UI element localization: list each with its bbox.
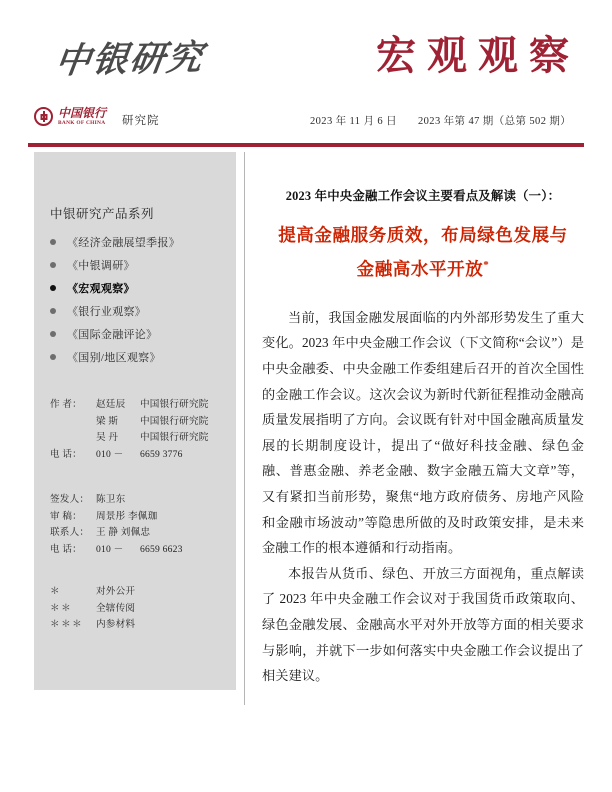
footnotes-block: [50, 584, 230, 634]
boc-wordmark: [58, 107, 106, 126]
reviewer-row: [50, 509, 230, 526]
phone-number: 6659 6623: [140, 543, 183, 555]
bullet-icon: [50, 308, 56, 314]
issue-date: 2023 年 11 月 6 日: [310, 116, 397, 127]
authors-label: 作 者：: [50, 399, 82, 410]
phone-number: 6659 3776: [140, 448, 183, 460]
sidebar-item-boc-survey[interactable]: [50, 253, 230, 276]
issuer-name: 陈卫东: [96, 494, 126, 505]
journal-title: 宏观观察: [376, 32, 580, 79]
contact-names: 王 静 刘佩忠: [96, 527, 151, 538]
boc-emblem-icon: [34, 107, 53, 126]
author-name: 吴 丹: [96, 432, 119, 443]
footnote-marker: ＊: [50, 586, 62, 597]
footnote-row: [50, 617, 230, 634]
sidebar-series-title: 中银研究产品系列: [50, 207, 155, 221]
author-row: [50, 414, 230, 431]
author-label-spacer: [50, 414, 96, 431]
header-red-rule: [28, 143, 584, 147]
sidebar-item-macro-observation[interactable]: [50, 276, 230, 299]
masthead: [28, 18, 584, 104]
headline-line-2: 金融高水平开放: [356, 258, 484, 279]
footnote-row: [50, 601, 230, 618]
author-org: 中国银行研究院: [140, 415, 209, 427]
contact-phone-row: [50, 542, 230, 559]
article-content: [262, 152, 584, 689]
institute-name: 研究院: [122, 115, 160, 127]
bullet-icon: [50, 262, 56, 268]
author-name: 梁 斯: [96, 415, 119, 427]
contact-label: 联系人：: [50, 527, 90, 538]
sidebar-item-international-finance-review[interactable]: [50, 322, 230, 345]
sidebar-item-label: 《国际金融评论》: [67, 328, 158, 341]
bank-of-china-logo: [34, 107, 106, 126]
author-row: [50, 397, 230, 414]
bullet-icon: [50, 239, 56, 245]
article-paragraph-1: 当前，我国金融发展面临的内外部形势发生了重大变化。2023 年中央金融工作会议（下文简称“会议”）是中央金融委、中央金融工作委组建后召开的首次全国性的金融工作会议。这次会议为新时代新征程推动金融高质量发展指明了方向。会议既有针对中国金融高质量发展的长期制度设计，提出了“做好科技金融、绿色金融、普惠金融、养老金融、数字金融五篇大文章”等，又有紧扣当前形势，聚焦“地方政府债务、房地产风险和金融市场波动”等隐患所做的及时政策安排，是未来金融工作的根本遵循和行动指南。: [262, 309, 584, 556]
issuer-label: 签发人：: [50, 494, 90, 505]
phone-label: 电 话：: [50, 543, 82, 555]
phone-prefix: 010 －: [96, 448, 124, 460]
sidebar-item-label: 《银行业观察》: [67, 305, 147, 318]
footnote-marker: ＊＊: [50, 602, 73, 614]
article-headline: [262, 220, 584, 284]
footnote-marker: ＊＊＊: [50, 619, 84, 630]
sidebar-series-list: [50, 230, 230, 368]
sidebar-panel: [34, 152, 236, 690]
sidebar-item-country-region-observation[interactable]: [50, 345, 230, 368]
bullet-icon: [50, 331, 56, 337]
headline-footnote-marker: *: [483, 259, 490, 271]
sidebar-item-banking-observation[interactable]: [50, 299, 230, 322]
issue-number: 2023 年第 47 期（总第 502 期）: [418, 116, 572, 127]
author-org: 中国银行研究院: [140, 432, 209, 443]
boc-name-cn: 中国银行: [58, 106, 107, 120]
sidebar-item-label: 《国别/地区观察》: [67, 351, 161, 364]
bullet-icon: [50, 285, 56, 291]
sidebar-item-label: 《宏观观察》: [67, 282, 135, 295]
phone-label: 电 话：: [50, 448, 82, 460]
reviewer-label: 审 稿：: [50, 510, 82, 522]
identity-row: [28, 106, 584, 138]
sidebar-item-economic-outlook[interactable]: [50, 230, 230, 253]
column-divider: [244, 152, 245, 705]
footnote-text: 内参材料: [96, 619, 136, 630]
headline-line-1: 提高金融服务质效，布局绿色发展与: [278, 225, 568, 245]
brand-script-logo: 中银研究: [52, 38, 207, 81]
footnote-text: 对外公开: [96, 586, 136, 597]
author-row: [50, 430, 230, 447]
authors-block: [50, 397, 230, 463]
issuer-row: [50, 492, 230, 509]
article-paragraph-2: 本报告从货币、绿色、开放三方面视角，重点解读了 2023 年中央金融工作会议对于我国货币政策取向、绿色金融发展、金融高水平对外开放等方面的相关要求与影响，并就下一步如何落实中央金融工作会议提出了相关建议。: [262, 565, 584, 684]
author-org: 中国银行研究院: [140, 399, 209, 410]
contacts-block: [50, 492, 230, 558]
reviewer-names: 周景彤 李佩珈: [96, 510, 158, 522]
footnote-row: [50, 584, 230, 601]
article-kicker: 2023 年中央金融工作会议主要看点及解读（一）：: [285, 189, 561, 203]
author-label-spacer: [50, 430, 96, 447]
contact-row: [50, 525, 230, 542]
author-name: 赵廷辰: [96, 399, 126, 410]
boc-name-en: BANK OF CHINA: [58, 120, 106, 126]
bullet-icon: [50, 354, 56, 360]
author-phone-row: [50, 447, 230, 464]
phone-prefix: 010 －: [96, 543, 124, 555]
footnote-text: 全辖传阅: [96, 602, 136, 614]
sidebar-item-label: 《经济金融展望季报》: [67, 236, 180, 249]
sidebar-item-label: 《中银调研》: [67, 259, 135, 272]
